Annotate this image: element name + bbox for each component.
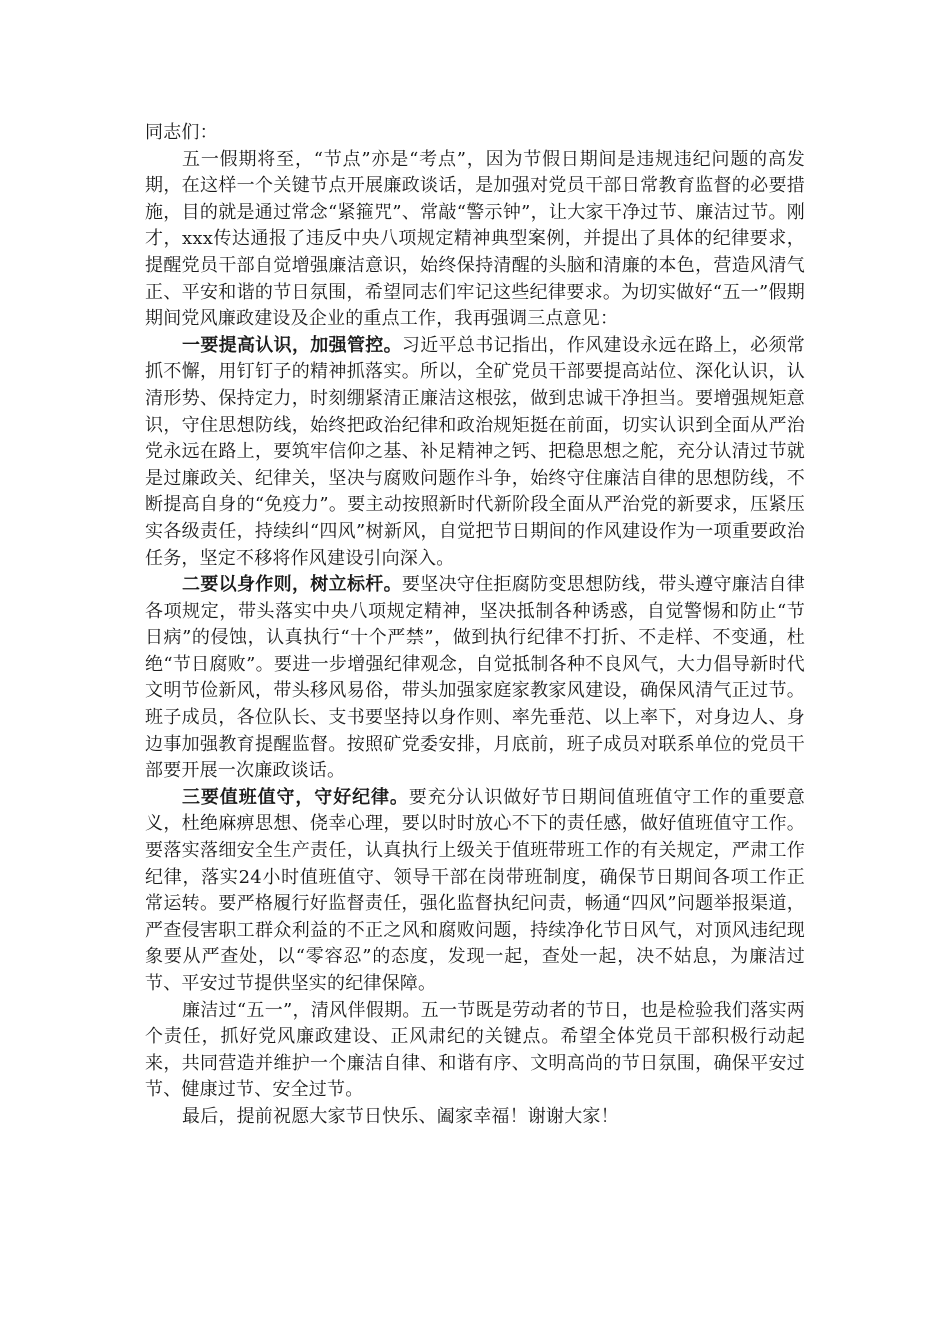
- document-page: [145, 120, 805, 1131]
- point-three-paragraph: [145, 785, 805, 998]
- point-one-heading: 一要提高认识，加强管控。: [182, 334, 402, 356]
- point-two-paragraph: [145, 572, 805, 785]
- closing-paragraph: 廉洁过“五一”，清风伴假期。五一节既是劳动者的节日，也是检验我们落实两个责任，抓好党风廉政建设、正风肃纪的关键点。希望全体党员干部积极行动起来，共同营造并维护一个廉洁自律、和谐有序、文明高尚的节日氛围，确保平安过节、健康过节、安全过节。: [145, 999, 805, 1101]
- salutation: 同志们：: [145, 122, 218, 143]
- point-three-heading: 三要值班值守，守好纪律。: [182, 786, 409, 808]
- final-paragraph: 最后，提前祝愿大家节日快乐、阖家幸福！谢谢大家！: [182, 1105, 619, 1127]
- point-one-paragraph: [145, 333, 805, 572]
- intro-paragraph: 五一假期将至，“节点”亦是“考点”，因为节假日期间是违规违纪问题的高发期，在这样一个关键节点开展廉政谈话，是加强对党员干部日常教育监督的必要措施，目的就是通过常念“紧箍咒”、常敲“警示钟”，让大家干净过节、廉洁过节。刚才，xxx传达通报了违反中央八项规定精神典型案例，并提出了具体的纪律要求，提醒党员干部自觉增强廉洁意识，始终保持清醒的头脑和清廉的本色，营造风清气正、平安和谐的节日氛围，希望同志们牢记这些纪律要求。为切实做好“五一”假期期间党风廉政建设及企业的重点工作，我再强调三点意见：: [145, 148, 805, 330]
- point-one-body: 习近平总书记指出，作风建设永远在路上，必须常抓不懈，用钉钉子的精神抓落实。所以，全矿党员干部要提高站位、深化认识，认清形势、保持定力，时刻绷紧清正廉洁这根弦，做到忠诚干净担当。要增强规矩意识，守住思想防线，始终把政治纪律和政治规矩挺在前面，切实认识到全面从严治党永远在路上，要筑牢信仰之基、补足精神之钙、把稳思想之舵，充分认清过节就是过廉政关、纪律关，坚决与腐败问题作斗争，始终守住廉洁自律的思想防线，不断提高自身的“免疫力”。要主动按照新时代新阶段全面从严治党的新要求，压紧压实各级责任，持续纠“四风”树新风，自觉把节日期间的作风建设作为一项重要政治任务，坚定不移将作风建设引向深入。: [145, 334, 805, 569]
- point-two-heading: 二要以身作则，树立标杆。: [182, 574, 402, 596]
- point-two-body: 要坚决守住拒腐防变思想防线，带头遵守廉洁自律各项规定，带头落实中央八项规定精神，坚决抵制各种诱惑，自觉警惕和防止“节日病”的侵蚀，认真执行“十个严禁”，做到执行纪律不打折、不走样、不变通，杜绝“节日腐败”。要进一步增强纪律观念，自觉抵制各种不良风气，大力倡导新时代文明节俭新风，带头移风易俗，带头加强家庭家教家风建设，确保风清气正过节。班子成员，各位队长、支书要坚持以身作则、率先垂范、以上率下，对身边人、身边事加强教育提醒监督。按照矿党委安排，月底前，班子成员对联系单位的党员干部要开展一次廉政谈话。: [145, 574, 805, 782]
- point-three-body: 要充分认识做好节日期间值班值守工作的重要意义，杜绝麻痹思想、侥幸心理，要以时时放心不下的责任感，做好值班值守工作。要落实落细安全生产责任，认真执行上级关于值班带班工作的有关规定，严肃工作纪律，落实24小时值班值守、领导干部在岗带班制度，确保节日期间各项工作正常运转。要严格履行好监督责任，强化监督执纪问责，畅通“四风”问题举报渠道，严查侵害职工群众利益的不正之风和腐败问题，持续净化节日风气，对顶风违纪现象要从严查处，以“零容忍”的态度，发现一起，查处一起，决不姑息，为廉洁过节、平安过节提供坚实的纪律保障。: [145, 786, 805, 994]
